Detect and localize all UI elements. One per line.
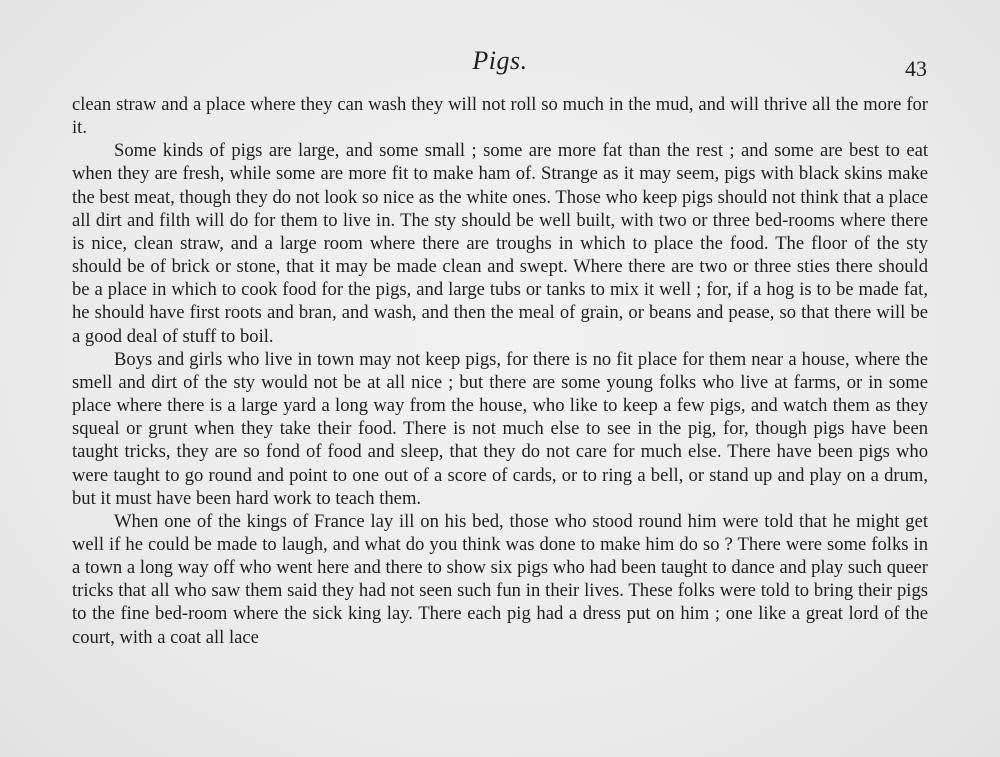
paragraph: Boys and girls who live in town may not keep pigs, for there is no fit place for them near a house, where the smell and dirt of the sty would not be at all nice ; but there are some young folks who live at farms, or in some place where there is a large yard a long way from the house, who like to keep a few pigs, and watch them as they squeal or grunt when they take their food. There is not much else to see in the pig, for, though pigs have been taught tricks, they are so fond of food and sleep, that they do not care for much else. There have been pigs who were taught to go round and point to one out of a score of cards, or to ring a bell, or stand up and play on a drum, but it must have been hard work to teach them. — [72, 348, 928, 509]
page-title: Pigs. — [472, 46, 528, 75]
page-number: 43 — [905, 56, 927, 81]
paragraph-continuation: clean straw and a place where they can wash they will not roll so much in the mud, and will thrive all the more for it. — [72, 94, 928, 139]
paragraph: When one of the kings of France lay ill on his bed, those who stood round him were told that he might get well if he could be made to laugh, and what do you think was done to make him do so ? There were some folks in a town a long way off who went here and there to show six pigs who had been taught to dance and play such queer tricks that all who saw them said they had not seen such fun in their lives. These folks were told to bring their pigs to the fine bed-room where the sick king lay. There each pig had a dress put on him ; one like a great lord of the court, with a coat all lace — [72, 510, 928, 648]
paragraph: Some kinds of pigs are large, and some small ; some are more fat than the rest ; and some are best to eat when they are fresh, while some are more fit to make ham of. Strange as it may seem, pigs with black skins make the best meat, though they do not look so nice as the white ones. Those who keep pigs should not think that a place all dirt and filth will do for them to live in. The sty should be well built, with two or three bed-rooms where there is nice, clean straw, and a large room where there are troughs in which to place the food. The floor of the sty should be of brick or stone, that it may be made clean and swept. Where there are two or three sties there should be a place in which to cook food for the pigs, and large tubs or tanks to mix it well ; for, if a hog is to be made fat, he should have first roots and bran, and wash, and then the meal of grain, or beans and pease, so that there will be a good deal of stuff to boil. — [72, 140, 928, 347]
body-text — [72, 93, 928, 649]
